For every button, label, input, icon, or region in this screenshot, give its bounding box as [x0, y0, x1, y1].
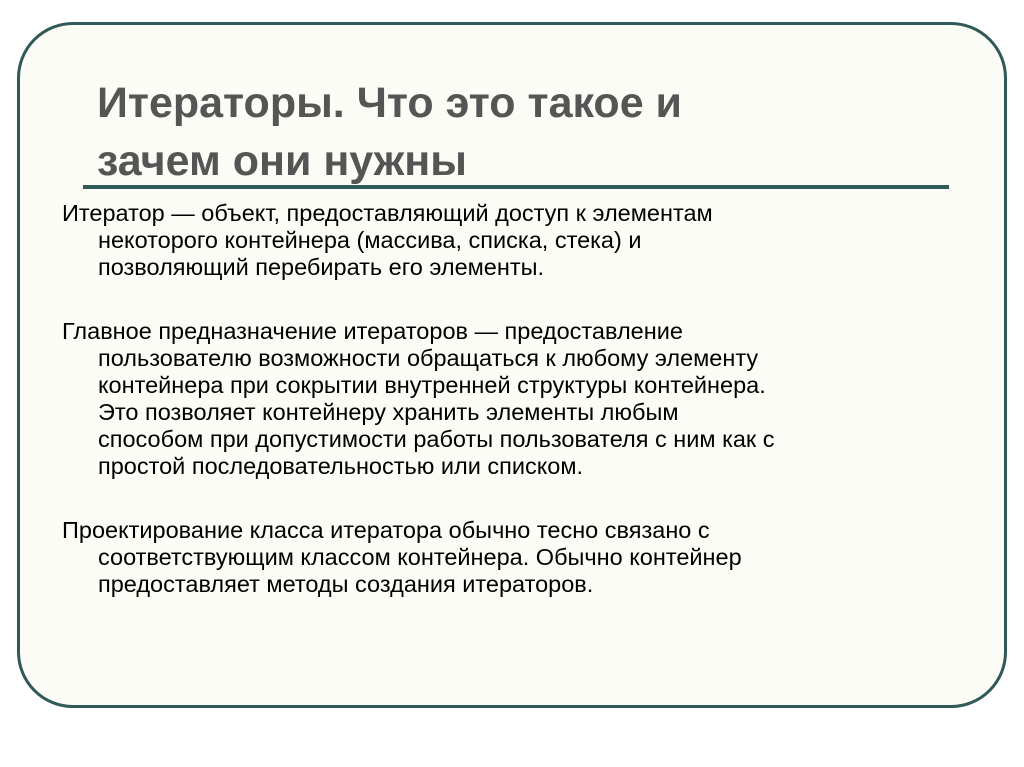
title-underline: [83, 185, 949, 189]
title-line-1: Итераторы. Что это такое и: [97, 79, 682, 127]
paragraph-iterator-design: [62, 517, 942, 598]
paragraph-line: предоставляет методы создания итераторов.: [98, 571, 594, 597]
paragraph-line: соответствующим классом контейнера. Обычно контейнер: [98, 544, 742, 570]
slide-title: [97, 74, 917, 190]
title-line-2: зачем они нужны: [97, 137, 467, 185]
paragraph-line: способом при допустимости работы пользователя с ним как с: [98, 426, 775, 452]
paragraph-line: позволяющий перебирать его элементы.: [98, 254, 545, 280]
paragraph-iterator-purpose: [62, 318, 942, 480]
paragraph-line: контейнера при сокрытии внутренней структуры контейнера.: [98, 372, 766, 398]
slide-body: [62, 200, 942, 598]
paragraph-iterator-definition: [62, 200, 942, 281]
paragraph-line: некоторого контейнера (массива, списка, стека) и: [98, 227, 642, 253]
paragraph-line: Главное предназначение итераторов — предоставление: [62, 318, 683, 344]
paragraph-line: Итератор — объект, предоставляющий доступ к элементам: [62, 200, 713, 226]
paragraph-line: Проектирование класса итератора обычно тесно связано с: [62, 517, 710, 543]
paragraph-line: пользователю возможности обращаться к любому элементу: [98, 345, 759, 371]
paragraph-line: простой последовательностью или списком.: [98, 453, 584, 479]
paragraph-line: Это позволяет контейнеру хранить элементы любым: [98, 399, 679, 425]
